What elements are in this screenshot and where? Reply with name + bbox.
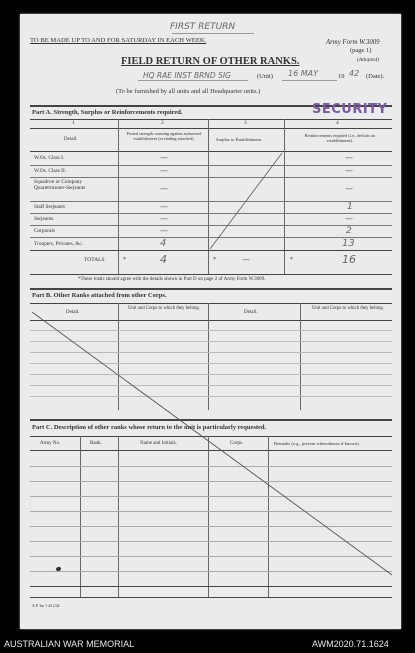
year-prefix: 19: [338, 73, 345, 80]
col-number-2: 2: [161, 120, 164, 126]
row-detail-staff-serjeants: Staff Serjeants: [34, 204, 65, 210]
archive-footer: [0, 635, 415, 653]
totals-mark-surplus: *: [213, 257, 216, 263]
row-detail-wo-class-1: W.Os. Class I.: [34, 155, 65, 161]
posted-wo-class-1: —: [160, 153, 168, 162]
part-b-heading: Part B. Other Ranks attached from other Corps.: [32, 292, 167, 299]
posted-troopers: 4: [160, 238, 167, 249]
form-title: FIELD RETURN OF OTHER RANKS.: [121, 56, 300, 67]
col-number-4: 4: [336, 120, 339, 126]
totals-label: TOTALS: [84, 257, 105, 263]
totals-surplus: —: [242, 255, 250, 264]
adopted-label: (Adopted): [357, 57, 379, 63]
part-c-col-army-no: Army No.: [40, 441, 61, 446]
reinf-corporals: 2: [346, 226, 352, 236]
year-handwritten: 42: [349, 69, 360, 78]
part-a-heading: Part A. Strength, Surplus or Reinforcements required.: [32, 109, 183, 116]
reinf-staff-serjeants: 1: [347, 202, 353, 212]
totals-note: *These totals should agree with the details shown in Part D on page 2 of Army Form W.3009.: [78, 277, 266, 282]
totals-posted: 4: [160, 253, 167, 266]
security-stamp: SECURITY: [312, 102, 388, 117]
part-c-col-remarks: Remarks (e.g., present whereabouts if known).: [274, 441, 360, 446]
part-c-heading: Part C. Description of other ranks whose return to the unit is particularly requested.: [32, 424, 267, 431]
posted-serjeants: —: [160, 214, 168, 223]
col-header-detail: Detail.: [64, 137, 78, 142]
col-header-reinforcements: Reinforcements required (i.e., deficits on establishment).: [304, 133, 376, 143]
part-b-col-unit-1: Unit and Corps to which they belong.: [127, 306, 201, 311]
reinf-wo-class-2: —: [345, 166, 353, 175]
totals-mark-posted: *: [123, 257, 126, 263]
col-header-posted-strength: Posted strength counting against authorised establishment (excluding attached).: [126, 131, 202, 141]
date-label: (Date).: [366, 73, 385, 80]
reinf-wo-class-1: —: [345, 153, 353, 162]
unit-label: (Unit): [257, 73, 273, 80]
row-detail-corporals: Corporals: [34, 228, 55, 234]
posted-staff-serjeants: —: [160, 202, 168, 211]
totals-reinf: 16: [342, 253, 356, 266]
totals-mark-reinf: *: [290, 257, 293, 263]
part-c-col-name: Name and Initials.: [140, 441, 177, 446]
part-c-col-rank: Rank.: [90, 441, 102, 446]
col-number-1: 1: [72, 120, 75, 126]
furnished-note: (To be furnished by all units and all Headquarter units.): [116, 88, 261, 95]
reinf-troopers: 13: [342, 238, 355, 249]
part-b-col-detail-2: Detail.: [244, 310, 258, 315]
row-detail-troopers: Troopers, Privates, &c.: [34, 241, 84, 247]
form-code: A.F. 3m 1 44 2/42: [32, 604, 60, 608]
col-number-3: 3: [244, 120, 247, 126]
strike-through-lines: [20, 14, 401, 629]
form-sheet: [20, 14, 401, 629]
army-form-number: Army Form W.3009: [326, 39, 380, 46]
row-detail-serjeants: Serjeants: [34, 216, 54, 222]
part-c-col-corps: Corps.: [230, 441, 244, 446]
posted-corporals: —: [160, 226, 168, 235]
part-b-col-unit-2: Unit and Corps to which they belong.: [311, 306, 385, 311]
posted-cqms: —: [160, 184, 168, 193]
unit-handwritten: HQ RAE INST BRND SIG: [143, 71, 231, 80]
row-detail-wo-class-2: W.Os. Class II.: [34, 168, 67, 174]
footer-institution: AUSTRALIAN WAR MEMORIAL: [4, 639, 135, 649]
part-b-col-detail-1: Detail.: [66, 310, 80, 315]
page-number: (page 1): [350, 47, 372, 54]
to-be-made-up-text: TO BE MADE UP TO AND FOR SATURDAY IN EACH WEEK.: [30, 37, 207, 44]
date-handwritten: 16 MAY: [288, 69, 318, 78]
col-header-surplus: Surplus to Establishment.: [216, 137, 263, 142]
row-detail-cqms: Squadron or Company Quartermaster-Serjeants: [34, 179, 86, 191]
reinf-cqms: —: [345, 184, 353, 193]
footer-accession-number: AWM2020.71.1624: [312, 639, 389, 649]
first-return-handwritten: FIRST RETURN: [170, 22, 236, 32]
posted-wo-class-2: —: [160, 166, 168, 175]
reinf-serjeants: —: [345, 214, 353, 223]
